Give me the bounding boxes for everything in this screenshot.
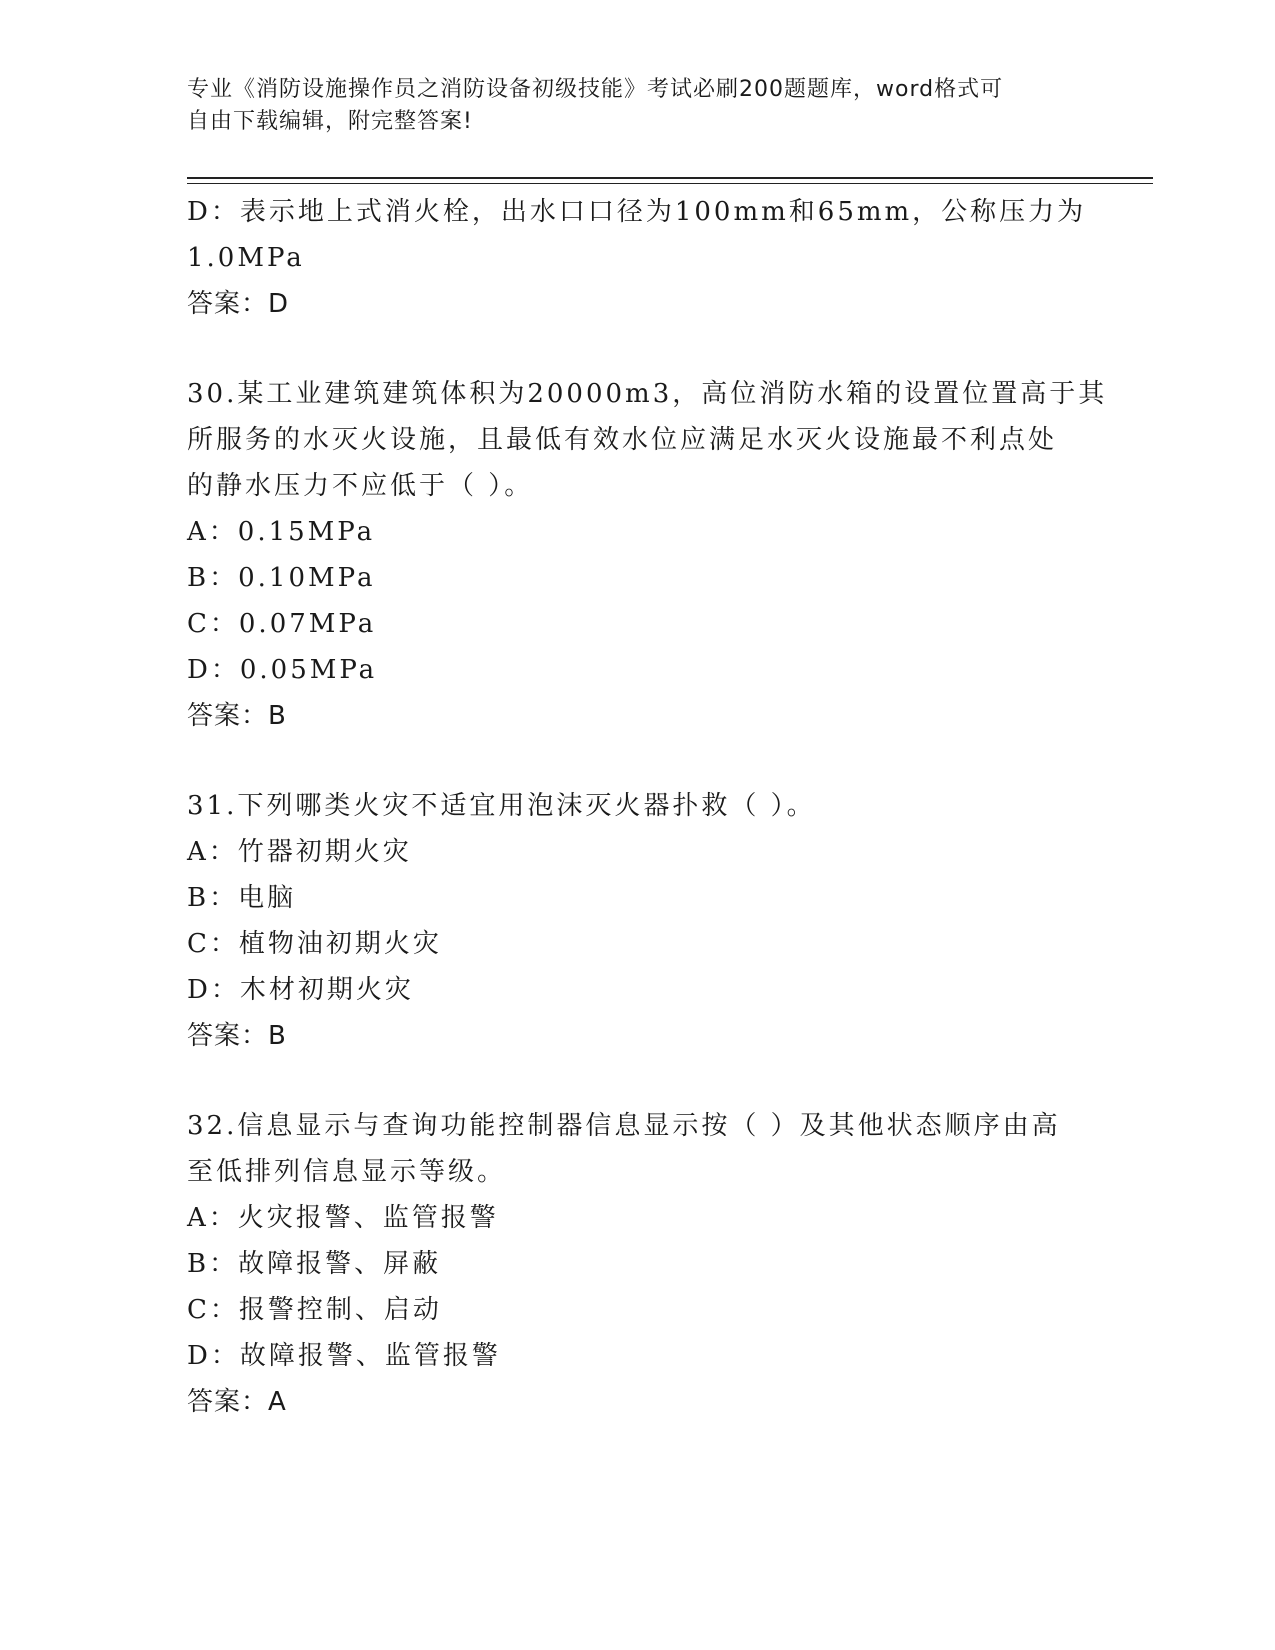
option-c: C：0.07MPa [187, 609, 377, 639]
option-d: D：木材初期火灾 [187, 975, 414, 1005]
question-32 [187, 1103, 1087, 1425]
answer-line: 答案：B [187, 1021, 287, 1051]
answer-line: 答案：A [187, 1387, 287, 1417]
question-stem: 31.下列哪类火灾不适宜用泡沫灭火器扑救（ ）。 [187, 791, 816, 821]
option-a: A：火灾报警、监管报警 [187, 1203, 499, 1233]
option-b: B：电脑 [187, 883, 297, 913]
question-31 [187, 783, 1087, 1059]
option-b: B：故障报警、屏蔽 [187, 1249, 442, 1279]
header-divider [187, 177, 1153, 179]
question-30 [187, 371, 1108, 739]
option-c: C：植物油初期火灾 [187, 929, 442, 959]
option-b: B：0.10MPa [187, 563, 376, 593]
header-line-1: 专业《消防设施操作员之消防设备初级技能》考试必刷200题题库，word格式可 [187, 77, 1004, 102]
option-d-continued: 1.0MPa [187, 243, 305, 273]
option-d: D：0.05MPa [187, 655, 378, 685]
header-line-2: 自由下载编辑，附完整答案! [187, 109, 473, 134]
option-d: D：表示地上式消火栓，出水口口径为100mm和65mm，公称压力为 [187, 197, 1087, 227]
option-d: D：故障报警、监管报警 [187, 1341, 501, 1371]
question-stem: 30.某工业建筑建筑体积为20000m3，高位消防水箱的设置位置高于其 [187, 379, 1108, 409]
header-divider-thin [187, 183, 1153, 184]
question-stem: 所服务的水灭火设施，且最低有效水位应满足水灭火设施最不利点处 [187, 425, 1058, 455]
answer-line: 答案：D [187, 289, 290, 319]
answer-line: 答案：B [187, 701, 287, 731]
continued-question [187, 189, 1087, 327]
question-stem: 的静水压力不应低于（ ）。 [187, 471, 534, 501]
option-a: A：0.15MPa [187, 517, 376, 547]
option-a: A：竹器初期火灾 [187, 837, 412, 867]
document-header [187, 74, 1067, 138]
question-stem: 至低排列信息显示等级。 [187, 1157, 507, 1187]
question-list [187, 189, 1108, 1425]
question-stem: 32.信息显示与查询功能控制器信息显示按（ ）及其他状态顺序由高 [187, 1111, 1061, 1141]
option-c: C：报警控制、启动 [187, 1295, 442, 1325]
